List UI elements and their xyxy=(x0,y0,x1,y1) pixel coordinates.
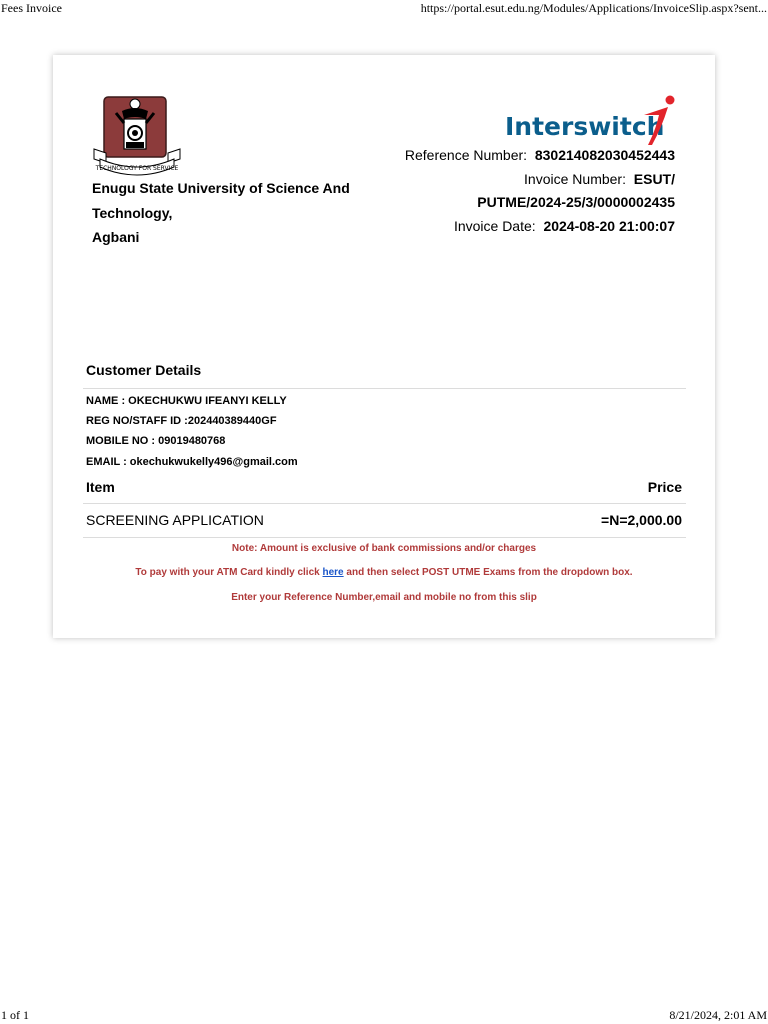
customer-email: EMAIL : okechukwukelly496@gmail.com xyxy=(86,456,298,468)
brand-name: Interswitch xyxy=(505,112,665,141)
print-footer xyxy=(0,1008,768,1024)
print-header xyxy=(0,0,768,16)
note-atm-text-after: and then select POST UTME Exams from the dropdown box. xyxy=(346,567,633,578)
invoice-number-value: ESUT/ xyxy=(633,170,675,187)
column-header-item: Item xyxy=(86,479,115,495)
svg-text:TECHNOLOGY FOR SERVICE: TECHNOLOGY FOR SERVICE xyxy=(95,165,179,172)
print-page-title: Fees Invoice xyxy=(1,1,62,15)
invoice-number-value-continued: PUTME/2024-25/3/0000002435 xyxy=(477,194,675,210)
invoice-card xyxy=(53,55,715,638)
print-datetime: 8/21/2024, 2:01 AM xyxy=(669,1008,767,1022)
divider xyxy=(83,388,686,389)
reference-number-label: Reference Number: xyxy=(404,147,528,163)
divider xyxy=(83,537,686,538)
item-name: SCREENING APPLICATION xyxy=(86,512,264,528)
institution-name-line: Agbani xyxy=(92,229,140,245)
note-reference-instructions: Enter your Reference Number,email and mobile no from this slip xyxy=(231,592,537,603)
institution-name-line: Enugu State University of Science And xyxy=(92,180,350,196)
pay-here-link[interactable]: here xyxy=(322,567,344,578)
column-header-price: Price xyxy=(647,479,682,495)
invoice-number-row xyxy=(375,168,675,192)
divider xyxy=(83,503,686,504)
note-commissions: Note: Amount is exclusive of bank commissions and/or charges xyxy=(231,543,537,554)
customer-details-title: Customer Details xyxy=(86,362,202,378)
institution-name-line: Technology, xyxy=(92,204,173,221)
institution-name xyxy=(92,176,362,250)
invoice-number-row-continued xyxy=(375,191,675,215)
print-page-count: 1 of 1 xyxy=(1,1008,29,1022)
reference-number-row xyxy=(375,144,675,168)
note-atm-card xyxy=(53,567,715,578)
customer-reg-no: REG NO/STAFF ID :202440389440GF xyxy=(86,415,277,427)
reference-number-value: 830214082030452443 xyxy=(534,147,675,163)
invoice-number-label: Invoice Number: xyxy=(524,170,626,187)
item-price: =N=2,000.00 xyxy=(601,512,682,528)
table-row xyxy=(86,512,682,528)
invoice-info xyxy=(375,144,675,238)
note-atm-text-before: To pay with your ATM Card kindly click xyxy=(135,567,320,578)
university-logo xyxy=(92,93,182,179)
invoice-date-value: 2024-08-20 21:00:07 xyxy=(543,217,675,234)
invoice-date-label: Invoice Date: xyxy=(453,217,536,234)
interswitch-logo xyxy=(502,93,678,147)
customer-name: NAME : OKECHUKWU IFEANYI KELLY xyxy=(86,395,287,407)
table-header xyxy=(86,479,682,495)
customer-mobile: MOBILE NO : 09019480768 xyxy=(86,435,226,447)
invoice-date-row xyxy=(375,215,675,239)
print-page-url: https://portal.esut.edu.ng/Modules/Applications/InvoiceSlip.aspx?sent... xyxy=(420,1,767,15)
